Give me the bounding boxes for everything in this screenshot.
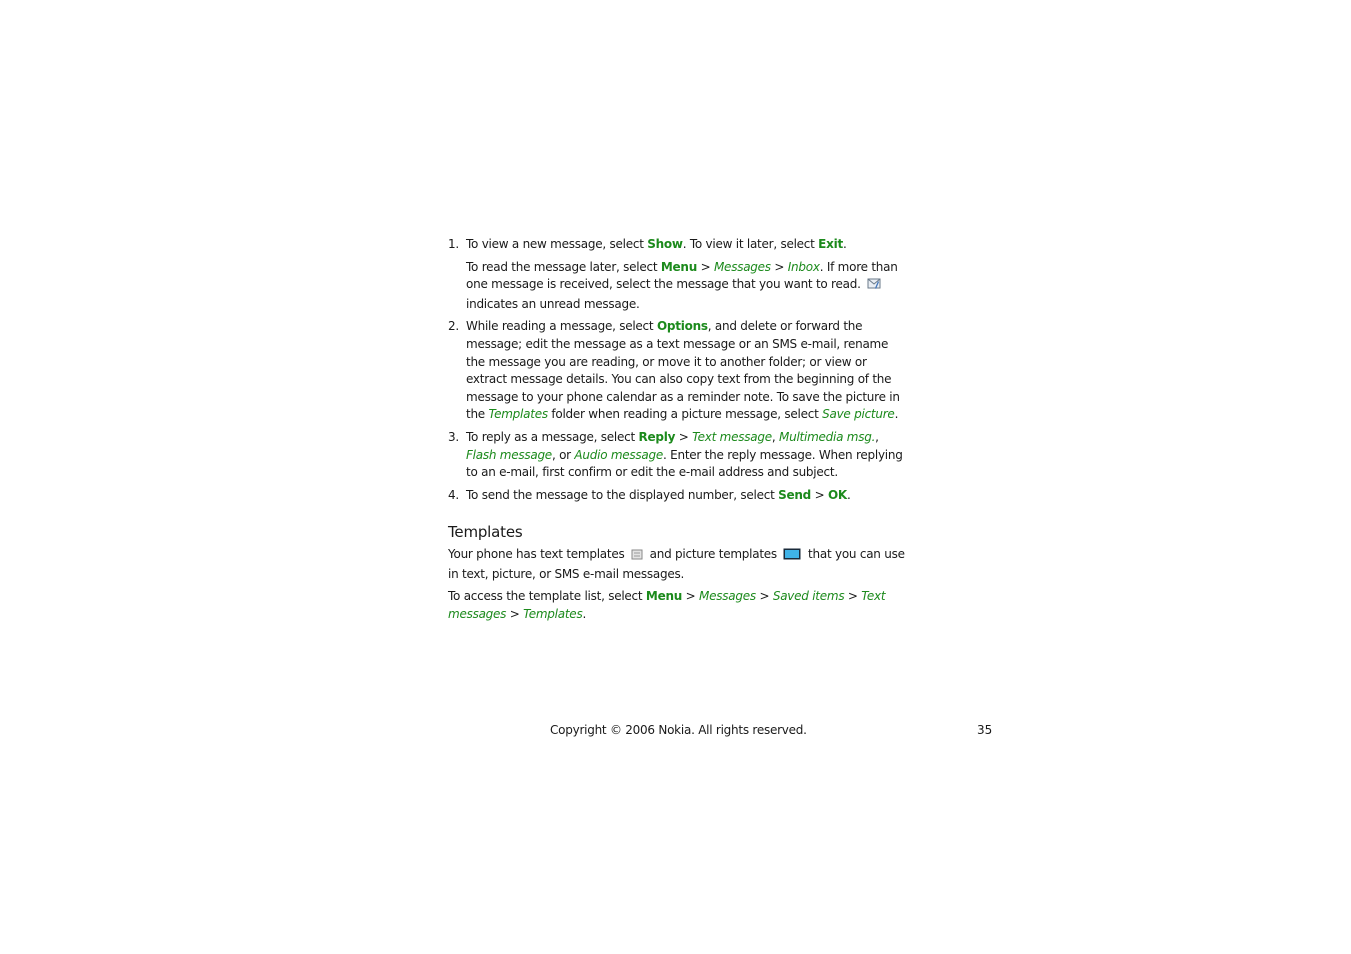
body-text: .	[582, 606, 587, 621]
body-text: .	[894, 407, 899, 422]
menu-command: Options	[656, 319, 708, 334]
body-text: >	[811, 487, 828, 502]
menu-option: Audio message	[574, 447, 664, 462]
body-text: indicates an unread message.	[466, 296, 640, 311]
step-text	[466, 487, 908, 505]
body-text: To view a new message, select	[466, 237, 648, 251]
body-text: .	[846, 487, 851, 502]
body-text: To reply as a message, select	[466, 429, 639, 444]
section-paragraph	[448, 588, 908, 623]
menu-command: Reply	[638, 429, 676, 444]
body-text: . Enter the reply message. When replying to an e-mail, first confirm or edit the e-mail address and subject.	[466, 447, 903, 480]
step-text	[466, 429, 908, 482]
menu-command: Show	[647, 237, 683, 251]
text-template-icon	[631, 548, 643, 566]
body-text: Your phone has text templates	[448, 546, 629, 561]
body-text: >	[697, 259, 714, 274]
step-number: 3.	[448, 429, 459, 444]
menu-option: Messages	[713, 259, 771, 274]
footer-copyright: Copyright © 2006 Nokia. All rights reserved.	[550, 723, 807, 737]
menu-option: Flash message	[466, 447, 552, 462]
body-text: >	[755, 589, 773, 604]
menu-option: Save picture	[822, 407, 895, 422]
body-text: . To view it later, select	[682, 237, 819, 251]
menu-option: Text messages	[448, 589, 886, 621]
menu-option: Inbox	[787, 259, 820, 274]
step-item	[448, 318, 908, 424]
body-text: While reading a message, select	[466, 319, 657, 334]
step-item	[448, 236, 908, 254]
menu-command: Exit	[818, 237, 843, 251]
body-text: , or	[551, 447, 575, 462]
section-title: Templates	[448, 523, 523, 542]
body-text: and picture templates	[646, 546, 781, 561]
body-text: >	[770, 259, 788, 274]
menu-option: Templates	[488, 407, 548, 422]
menu-option: Messages	[699, 589, 756, 604]
step-number: 2.	[448, 319, 459, 334]
menu-option: Saved items	[772, 589, 845, 604]
step-text	[466, 236, 908, 254]
body-text: >	[844, 589, 862, 604]
body-text: . If more than one message is received, select the message that you want to read.	[466, 259, 898, 292]
step-text	[466, 318, 908, 424]
menu-option: Templates	[523, 606, 583, 621]
body-text: >	[506, 606, 524, 621]
step-item	[448, 429, 908, 482]
templates-section	[448, 546, 908, 623]
menu-option: Text message	[692, 429, 772, 444]
step-number: 1.	[448, 237, 459, 251]
body-text: folder when reading a picture message, select	[547, 407, 823, 422]
section-paragraph	[448, 546, 908, 583]
body-text: , and delete or forward the message; edit the message as a text message or an SMS e-mail, rename the message you are reading, or move it to another folder; or view or extract message details. You can also copy text from the beginning of the message to your phone calendar as a reminder note. To save the picture in the	[466, 319, 900, 422]
menu-command: Menu	[645, 589, 683, 604]
menu-option: Multimedia msg.	[779, 429, 876, 444]
body-text: To send the message to the displayed number, select	[466, 487, 779, 502]
page-number: 35	[977, 723, 993, 737]
body-text: >	[682, 589, 700, 604]
step-item	[448, 487, 908, 505]
menu-command: OK	[827, 487, 847, 502]
body-text: ,	[771, 429, 779, 444]
body-text: .	[842, 237, 847, 251]
menu-command: Send	[778, 487, 812, 502]
body-text: To access the template list, select	[448, 589, 646, 604]
body-text: that you can use in text, picture, or SMS e-mail messages.	[448, 546, 905, 581]
page-content	[448, 236, 908, 628]
body-text: To read the message later, select	[466, 259, 661, 274]
menu-command: Menu	[660, 259, 698, 274]
step-number: 4.	[448, 487, 459, 502]
body-text: >	[675, 429, 693, 444]
step-subparagraph	[448, 259, 908, 314]
unread-envelope-icon	[867, 277, 881, 296]
body-text: ,	[875, 429, 879, 444]
picture-template-icon	[783, 548, 801, 566]
instruction-steps	[448, 236, 908, 504]
